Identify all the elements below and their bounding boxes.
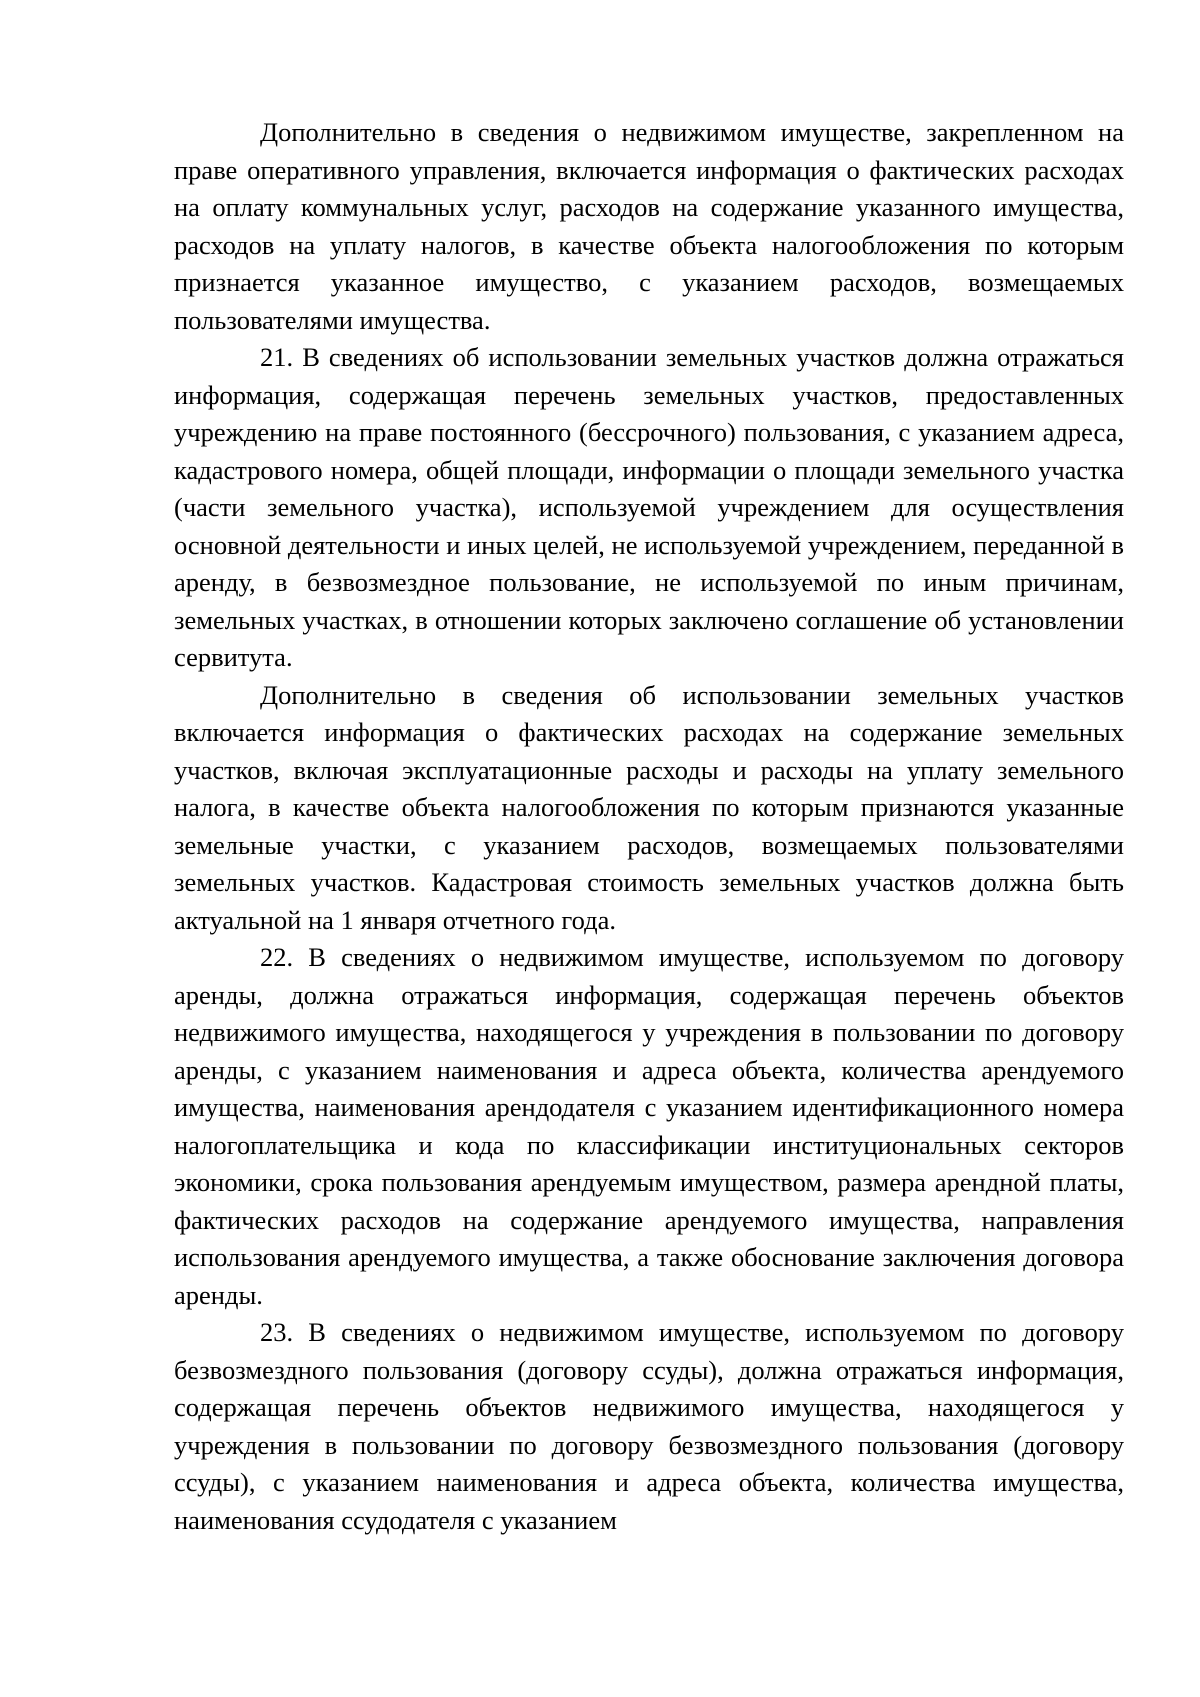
paragraph-21-land-plots: 21. В сведениях об использовании земельных участков должна отражаться информация, содержащая перечень земельных участков, предоставленных учреждению на праве постоянного (бессрочного) пользования, с указанием адреса, кадастрового номера, общей площади, информации о площади земельного участка (части земельного участка), используемой учреждением для осуществления основной деятельности и иных целей, не используемой учреждением, переданной в аренду, в безвозмездное пользование, не используемой по иным причинам, земельных участках, в отношении которых заключено соглашение об установлении сервитута.	[174, 342, 1124, 672]
paragraph-additional-land-plots: Дополнительно в сведения об использовании земельных участков включается информация о фактических расходах на содержание земельных участков, включая эксплуатационные расходы и расходы на уплату земельного налога, в качестве объекта налогообложения по которым признаются указанные земельные участки, с указанием расходов, возмещаемых пользователями земельных участков. Кадастровая стоимость земельных участков должна быть актуальной на 1 января отчетного года.	[174, 679, 1124, 935]
paragraph-22-lease: 22. В сведениях о недвижимом имуществе, используемом по договору аренды, должна отражаться информация, содержащая перечень объектов недвижимого имущества, находящегося у учреждения в пользовании по договору аренды, с указанием наименования и адреса объекта, количества арендуемого имущества, наименования арендодателя с указанием идентификационного номера налогоплательщика и кода по классификации институциональных секторов экономики, срока пользования арендуемым имуществом, размера арендной платы, фактических расходов на содержание арендуемого имущества, направления использования арендуемого имущества, а также обоснование заключения договора аренды.	[174, 942, 1124, 1310]
document-body	[174, 114, 1124, 1539]
paragraph-additional-real-estate: Дополнительно в сведения о недвижимом имуществе, закрепленном на праве оперативного управления, включается информация о фактических расходах на оплату коммунальных услуг, расходов на содержание указанного имущества, расходов на уплату налогов, в качестве объекта налогообложения по которым признается указанное имущество, с указанием расходов, возмещаемых пользователями имущества.	[174, 117, 1124, 335]
paragraph-23-free-use: 23. В сведениях о недвижимом имуществе, используемом по договору безвозмездного пользования (договору ссуды), должна отражаться информация, содержащая перечень объектов недвижимого имущества, находящегося у учреждения в пользовании по договору безвозмездного пользования (договору ссуды), с указанием наименования и адреса объекта, количества имущества, наименования ссудодателя с указанием	[174, 1317, 1124, 1535]
